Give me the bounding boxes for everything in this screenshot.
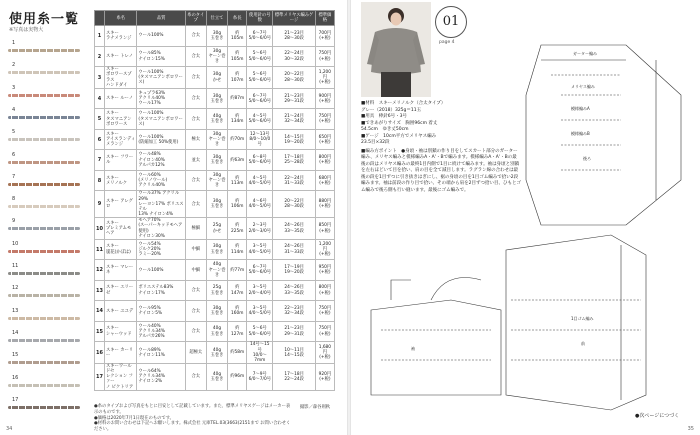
diagram-label-front: 前 bbox=[581, 341, 585, 346]
table-cell-quality: ウール95% ナイロン5% bbox=[137, 301, 186, 322]
pattern-number-badge: 01 bbox=[435, 6, 467, 38]
knitting-schematic bbox=[351, 0, 700, 435]
table-row bbox=[95, 301, 335, 322]
yarn-swatch-number: 3 bbox=[12, 84, 16, 91]
yarn-swatch bbox=[4, 129, 80, 147]
table-cell-name: スキー トレノ bbox=[104, 46, 136, 67]
table-cell-gauge: 17〜19目 19〜20段 bbox=[273, 260, 315, 281]
table-cell-name: スキー ルーノ bbox=[104, 88, 136, 109]
table-cell-no: 13 bbox=[95, 280, 105, 301]
table-cell-type: 極細 bbox=[185, 218, 206, 240]
yarn-swatch-number: 1 bbox=[12, 40, 16, 46]
yarn-swatch bbox=[4, 107, 80, 125]
yarn-swatch-number: 5 bbox=[12, 129, 16, 136]
table-row bbox=[95, 191, 335, 218]
table-cell-needle: 5〜6号 5/0〜6/0号 bbox=[247, 67, 273, 89]
yarn-table bbox=[94, 10, 335, 391]
table-row bbox=[95, 363, 335, 390]
table-cell-needle: 4〜6号 4/0〜5/0号 bbox=[247, 191, 273, 218]
yarn-strand bbox=[8, 250, 80, 253]
table-cell-type: 合太 bbox=[185, 301, 206, 322]
table-row bbox=[95, 170, 335, 191]
table-cell-no: 4 bbox=[95, 88, 105, 109]
yarn-strand bbox=[8, 227, 80, 230]
table-cell-needle: 7〜9号 6/0〜7/0号 bbox=[247, 363, 273, 390]
table-cell-length: 約114m bbox=[228, 239, 247, 260]
table-cell-gauge: 10〜11目 14〜15段 bbox=[273, 342, 315, 364]
table-cell-name: スキー ユユデ bbox=[104, 301, 136, 322]
yarn-list-title: 使用糸一覧 bbox=[9, 12, 80, 27]
table-cell-unit: 25g かせ bbox=[206, 218, 228, 240]
table-cell-length: 約134m bbox=[228, 109, 247, 130]
table-header-cell: 糸名 bbox=[104, 11, 136, 26]
table-cell-no: 14 bbox=[95, 301, 105, 322]
table-cell-name: スキー カーリー bbox=[104, 342, 136, 364]
yarn-swatch bbox=[4, 285, 80, 303]
table-cell-needle: 6〜7号 5/0〜6/0号 bbox=[247, 88, 273, 109]
table-cell-length: 約160m bbox=[228, 301, 247, 322]
table-cell-gauge: 22〜24目 31〜33段 bbox=[273, 170, 315, 191]
table-cell-type: 合太 bbox=[185, 26, 206, 47]
yarn-swatch bbox=[4, 40, 80, 58]
table-cell-length: 約63m bbox=[228, 150, 247, 171]
yarn-swatch-number: 7 bbox=[12, 173, 16, 180]
table-cell-quality: ウール89% ナイロン11% bbox=[137, 342, 186, 364]
page-reference: page 4 bbox=[439, 40, 455, 45]
table-cell-price: 800円 (+税) bbox=[315, 280, 334, 301]
table-cell-unit: 30g ヤーン巻き bbox=[206, 46, 228, 67]
table-cell-type: 中細 bbox=[185, 239, 206, 260]
table-cell-unit: 30g 玉巻き bbox=[206, 191, 228, 218]
footnote: ●価格は2020年7月1日現在のものです。 bbox=[94, 415, 174, 421]
table-cell-gauge: 20〜22目 28〜30段 bbox=[273, 191, 315, 218]
table-cell-no: 7 bbox=[95, 150, 105, 171]
table-cell-type: 合太 bbox=[185, 170, 206, 191]
table-cell-quality: ウール64% アクリル34% ナイロン2% bbox=[137, 363, 186, 390]
table-cell-price: 920円 (+税) bbox=[315, 363, 334, 390]
table-row bbox=[95, 321, 335, 342]
table-cell-quality: ウール54% ジルク20% ラミー20% bbox=[137, 239, 186, 260]
table-row bbox=[95, 218, 335, 240]
table-cell-price: 1,200円 (+税) bbox=[315, 67, 334, 89]
table-cell-price: 750円 (+税) bbox=[315, 301, 334, 322]
table-cell-name: スキー エリーゼ bbox=[104, 280, 136, 301]
table-cell-gauge: 17〜18目 22〜24段 bbox=[273, 363, 315, 390]
table-cell-length: 約106m bbox=[228, 191, 247, 218]
table-row bbox=[95, 260, 335, 281]
table-cell-unit: 40g 玉巻き bbox=[206, 109, 228, 130]
table-cell-type: 並太 bbox=[185, 150, 206, 171]
table-cell-price: 950円 (+税) bbox=[315, 260, 334, 281]
yarn-swatch-number: 16 bbox=[12, 374, 19, 381]
table-cell-name: スキーワールドセ レクション ファー ノ ピクトリア bbox=[104, 363, 136, 390]
table-cell-type: 合太 bbox=[185, 109, 206, 130]
yarn-swatch-number: 8 bbox=[12, 196, 16, 203]
table-cell-name: スキー 嵐花(かぼは) bbox=[104, 239, 136, 260]
yarn-swatch bbox=[4, 196, 80, 214]
diagram-label-garter: ガーター編み bbox=[573, 51, 597, 56]
table-row bbox=[95, 46, 335, 67]
table-cell-no: 15 bbox=[95, 321, 105, 342]
yarn-strand bbox=[8, 272, 80, 275]
table-cell-unit: 25g 玉巻き bbox=[206, 280, 228, 301]
table-cell-gauge: 24〜26目 31〜33段 bbox=[273, 239, 315, 260]
yarn-swatch-number: 11 bbox=[12, 263, 19, 269]
yarn-swatch bbox=[4, 85, 80, 103]
table-cell-no: 5 bbox=[95, 109, 105, 130]
table-cell-gauge: 17〜18目 25〜28段 bbox=[273, 150, 315, 171]
table-cell-type: 合太 bbox=[185, 67, 206, 89]
yarn-strand bbox=[8, 161, 80, 164]
yarn-strand bbox=[8, 94, 80, 97]
yarn-swatch bbox=[4, 397, 80, 415]
table-row bbox=[95, 150, 335, 171]
yarn-swatch bbox=[4, 218, 80, 236]
page-number-left: 34 bbox=[6, 426, 13, 432]
yarn-footnotes bbox=[94, 404, 294, 433]
table-header-cell: 糸のタイプ bbox=[185, 11, 206, 26]
yarn-strand bbox=[8, 183, 80, 186]
diagram-label-rib: 1目ゴム編み bbox=[571, 316, 594, 321]
yarn-swatch-number: 2 bbox=[12, 62, 16, 69]
yarn-swatch-number: 12 bbox=[12, 285, 19, 292]
table-cell-gauge: 14〜15目 19〜20段 bbox=[273, 129, 315, 150]
table-cell-needle: 3〜5号 4/0〜5/0号 bbox=[247, 301, 273, 322]
table-cell-gauge: 21〜23目 29〜31段 bbox=[273, 88, 315, 109]
table-cell-type: 合太 bbox=[185, 321, 206, 342]
table-cell-name: スキー フワール bbox=[104, 150, 136, 171]
yarn-swatch-number: 9 bbox=[12, 218, 16, 225]
table-cell-no: 9 bbox=[95, 191, 105, 218]
table-cell-gauge: 24〜26目 33〜35段 bbox=[273, 280, 315, 301]
table-header-cell: 使用針の号数 bbox=[247, 11, 273, 26]
diagram-label-back: 後ろ bbox=[583, 156, 591, 161]
yarn-swatch-number: 14 bbox=[12, 329, 19, 336]
diagram-label-sleeve: 袖 bbox=[411, 346, 415, 351]
yarn-strand bbox=[8, 384, 80, 387]
yarn-strand bbox=[8, 294, 80, 297]
yarn-strand bbox=[8, 339, 80, 342]
table-cell-price: 680円 (+税) bbox=[315, 170, 334, 191]
spec-line: ■ゲージ 10cm平方でメリヤス編み bbox=[361, 133, 437, 139]
table-cell-length: 約113m bbox=[228, 170, 247, 191]
footnote: ●糸のタイプおよび写真をもとに目安として記載しています。また、標準メリヤスゲージはメーカー表示のものです。 bbox=[94, 404, 291, 415]
table-cell-no: 12 bbox=[95, 260, 105, 281]
table-cell-needle: 3〜5号 2/0〜4/0号 bbox=[247, 280, 273, 301]
table-cell-quality: ウール48% ナイロン40% アルパカ12% bbox=[137, 150, 186, 171]
table-cell-unit: 40g ヤーン巻き bbox=[206, 260, 228, 281]
table-header-cell: 標準価格 bbox=[315, 11, 334, 26]
table-cell-unit: 40g 玉巻き bbox=[206, 321, 228, 342]
table-cell-price: 880円 (+税) bbox=[315, 191, 334, 218]
table-cell-price: 900円 (+税) bbox=[315, 88, 334, 109]
table-cell-name: スキー プレミアムモヘア bbox=[104, 218, 136, 240]
table-cell-quality: モヘア70% (スーパーキッドモヘア使用) ナイロン30% bbox=[137, 218, 186, 240]
yarn-strand bbox=[8, 49, 80, 52]
table-cell-quality: ウール100% bbox=[137, 260, 186, 281]
table-cell-quality: ウール100% (タスマニアンポロワース) bbox=[137, 109, 186, 130]
table-cell-needle: 6〜8号 5/0〜6/0号 bbox=[247, 150, 273, 171]
table-cell-quality: ウール85% ナイロン15% bbox=[137, 46, 186, 67]
yarn-table-header-row bbox=[95, 11, 335, 26]
yarn-swatch-number: 4 bbox=[12, 106, 16, 113]
continued-note: ●次ページにつづく bbox=[635, 413, 680, 419]
table-cell-name: スキー メリノルク bbox=[104, 170, 136, 191]
yarn-strand bbox=[8, 406, 80, 409]
table-cell-price: 650円 (+税) bbox=[315, 129, 334, 150]
table-cell-name: スキー マレーネ bbox=[104, 260, 136, 281]
table-cell-type: 合太 bbox=[185, 88, 206, 109]
spec-line: グレー（2018）325g＝11玉 bbox=[361, 107, 422, 113]
spec-line: ■材料 スキーメリノルク（合太タイプ） bbox=[361, 101, 446, 106]
table-cell-needle: 14号〜15号 10/0〜7mm bbox=[247, 342, 273, 364]
table-cell-unit: 40g 玉巻き bbox=[206, 342, 228, 364]
table-row bbox=[95, 239, 335, 260]
table-cell-price: 750円 (+税) bbox=[315, 46, 334, 67]
table-cell-gauge: 20〜22目 28〜30段 bbox=[273, 67, 315, 89]
table-cell-name: スキー ラナメランジ bbox=[104, 26, 136, 47]
table-row bbox=[95, 26, 335, 47]
table-cell-no: 16 bbox=[95, 342, 105, 364]
yarn-swatch bbox=[4, 352, 80, 370]
table-cell-type: 極太 bbox=[185, 129, 206, 150]
table-row bbox=[95, 67, 335, 89]
spec-line: 23.5目×32段 bbox=[361, 140, 390, 146]
table-cell-unit: 30g 玉巻き bbox=[206, 301, 228, 322]
table-cell-quality: ウール100% bbox=[137, 26, 186, 47]
yarn-list-subtitle: ※写真は実物大 bbox=[9, 27, 44, 33]
yarn-swatch bbox=[4, 62, 80, 80]
table-header-cell: 糸長 bbox=[228, 11, 247, 26]
table-cell-gauge: 22〜24目 30〜32段 bbox=[273, 46, 315, 67]
table-cell-quality: ウール40% アクリル34% アルパカ26% bbox=[137, 321, 186, 342]
yarn-swatch-number: 15 bbox=[12, 352, 19, 359]
table-cell-needle: 4〜5号 5/0〜6/0号 bbox=[247, 109, 273, 130]
table-cell-unit: 30g ヤーン巻き bbox=[206, 129, 228, 150]
table-row bbox=[95, 129, 335, 150]
spec-line: ■用具 棒針6号・3号 bbox=[361, 114, 407, 120]
table-cell-length: 約225m bbox=[228, 218, 247, 240]
table-cell-needle: 5〜6号 5/0〜6/0号 bbox=[247, 46, 273, 67]
table-cell-name: スキー アレグロ bbox=[104, 191, 136, 218]
table-cell-no: 10 bbox=[95, 218, 105, 240]
yarn-swatch bbox=[4, 375, 80, 393]
yarn-swatch-number: 13 bbox=[12, 307, 19, 314]
table-header-cell: 標準メリヤス編みゲージ bbox=[273, 11, 315, 26]
table-cell-gauge: 21〜24目 32〜34段 bbox=[273, 109, 315, 130]
table-cell-unit: 30g 玉巻き bbox=[206, 150, 228, 171]
table-cell-unit: 30g かせ bbox=[206, 67, 228, 89]
table-cell-length: 約77m bbox=[228, 260, 247, 281]
yarn-swatch-number: 17 bbox=[12, 396, 19, 403]
yarn-strand bbox=[8, 205, 80, 208]
spec-line: ■できあがりサイズ 胸囲96cm 着丈 bbox=[361, 120, 438, 126]
photo-credit: 撮影／森谷則秋 bbox=[300, 405, 331, 410]
table-cell-no: 1 bbox=[95, 26, 105, 47]
table-cell-length: 約147m bbox=[228, 280, 247, 301]
table-cell-name: スキー アイスランディ メランジ bbox=[104, 129, 136, 150]
page-number-right: 35 bbox=[687, 426, 694, 432]
table-cell-type: 合太 bbox=[185, 191, 206, 218]
footnote: ●材料のお問い合わせは下記へお願いします。株式会社 元庫TEL.03(3663)2151まで お問い合わせください。 bbox=[94, 421, 291, 433]
diagram-label-stockinette: メリヤス編み bbox=[571, 84, 595, 89]
table-cell-name: スキー ボロワースプラス ハンドダイ bbox=[104, 67, 136, 89]
diagram-label-pattern-a: 模様編みA bbox=[571, 106, 590, 111]
table-cell-type: 超極太 bbox=[185, 342, 206, 364]
table-cell-needle: 3〜5号 4/0〜5/0号 bbox=[247, 239, 273, 260]
table-cell-needle: 6〜7号 5/0〜6/0号 bbox=[247, 26, 273, 47]
yarn-swatch bbox=[4, 241, 80, 259]
table-cell-quality: ポリエステル83% ナイロン17% bbox=[137, 280, 186, 301]
table-cell-length: 約70m bbox=[228, 129, 247, 150]
table-row bbox=[95, 342, 335, 364]
yarn-swatch-number: 10 bbox=[12, 240, 19, 247]
table-cell-price: 750円 (+税) bbox=[315, 109, 334, 130]
table-cell-gauge: 21〜23目 28〜30段 bbox=[273, 26, 315, 47]
table-cell-needle: 5〜6号 5/0〜6/0号 bbox=[247, 321, 273, 342]
table-cell-price: 1,680円 (+税) bbox=[315, 342, 334, 364]
table-cell-length: 約105m bbox=[228, 46, 247, 67]
table-cell-type: 中細 bbox=[185, 260, 206, 281]
yarn-strand bbox=[8, 116, 80, 119]
table-cell-gauge: 22〜23目 32〜34段 bbox=[273, 301, 315, 322]
table-cell-no: 3 bbox=[95, 67, 105, 89]
table-cell-quality: キュプラ63% アクリル40% ウール17% bbox=[137, 88, 186, 109]
left-page bbox=[0, 0, 347, 435]
yarn-swatch bbox=[4, 174, 80, 192]
yarn-swatch bbox=[4, 152, 80, 170]
table-cell-unit: 30g 玉巻き bbox=[206, 26, 228, 47]
table-cell-quality: ウール100% (防縮加工 50%使用) bbox=[137, 129, 186, 150]
table-cell-price: 850円 (+税) bbox=[315, 218, 334, 240]
table-cell-no: 11 bbox=[95, 239, 105, 260]
table-cell-length: 約127m bbox=[228, 321, 247, 342]
table-cell-quality: ウール60% (メリノウール) アクリル40% bbox=[137, 170, 186, 191]
table-cell-price: 750円 (+税) bbox=[315, 321, 334, 342]
table-cell-no: 8 bbox=[95, 170, 105, 191]
yarn-swatch bbox=[4, 308, 80, 326]
table-cell-unit: 30g ヤーン巻き bbox=[206, 170, 228, 191]
table-cell-gauge: 21〜23目 29〜31段 bbox=[273, 321, 315, 342]
table-cell-type: 合太 bbox=[185, 363, 206, 390]
table-cell-length: 約105m bbox=[228, 26, 247, 47]
table-header-cell: 仕立て bbox=[206, 11, 228, 26]
yarn-strand bbox=[8, 138, 80, 141]
table-cell-needle: 6〜7号 5/0〜6/0号 bbox=[247, 260, 273, 281]
table-cell-no: 6 bbox=[95, 129, 105, 150]
yarn-strand bbox=[8, 361, 80, 364]
table-cell-length: 約107m bbox=[228, 67, 247, 89]
table-cell-needle: 2〜3号 2/0〜3/0号 bbox=[247, 218, 273, 240]
spec-line: ■編み方ポイント ●身頃・袖は別鎖の作り目をしてスカート部分のガーター編み、メリヤス編みと模様編みA・A'・Bで編みます。模様編みA・A'・Bの最後の段はメリヤス編みの最終1目内側で1目に続けて編みます。袖は身頃と別鎖を左右ほどいて目を拾い、肩の目を全て減目します。ラグラン線の合わせは最後の段を1目ずつに引き抜きはぎにし、裾の身頃の目を1目ゴム編みで拾い2段編みます。袖は前段の作り目で拾い、その端から肩を2目ずつ拾い目、ひもとゴム編みで後ろ側も行い縫います。最後にゴム編みで。 bbox=[361, 148, 521, 193]
table-row bbox=[95, 280, 335, 301]
table-cell-unit: 30g 玉巻き bbox=[206, 88, 228, 109]
table-cell-no: 2 bbox=[95, 46, 105, 67]
table-header-cell: 品質 bbox=[137, 11, 186, 26]
table-cell-length: 約58m bbox=[228, 342, 247, 364]
yarn-strand bbox=[8, 317, 80, 320]
yarn-swatch bbox=[4, 263, 80, 281]
table-cell-needle: 12〜13号 8/0〜10/0号 bbox=[247, 129, 273, 150]
table-cell-unit: 40g 玉巻き bbox=[206, 363, 228, 390]
table-header-cell bbox=[95, 11, 105, 26]
table-row bbox=[95, 88, 335, 109]
right-page bbox=[351, 0, 700, 435]
table-cell-type: 合太 bbox=[185, 280, 206, 301]
table-cell-type: 合太 bbox=[185, 46, 206, 67]
table-cell-price: 1,200円 (+税) bbox=[315, 239, 334, 260]
table-cell-needle: 4〜5号 4/0〜5/0号 bbox=[247, 170, 273, 191]
table-cell-name: スキー シャーウッド bbox=[104, 321, 136, 342]
table-cell-length: 約87m bbox=[228, 88, 247, 109]
diagram-label-pattern-b: 模様編みB bbox=[571, 131, 590, 136]
table-row bbox=[95, 109, 335, 130]
table-cell-price: 700円 (+税) bbox=[315, 26, 334, 47]
spec-line: 54.5cm ゆき丈50cm bbox=[361, 127, 409, 133]
yarn-strand bbox=[8, 71, 80, 74]
table-cell-unit: 30g 玉巻き bbox=[206, 239, 228, 260]
table-cell-quality: ウール37% アクリル29% レーヨン17% ポリエステル 13% ナイロン4% bbox=[138, 191, 184, 218]
yarn-swatch bbox=[4, 330, 80, 348]
table-cell-gauge: 24〜26目 33〜35段 bbox=[273, 218, 315, 240]
yarn-swatch-number: 6 bbox=[12, 151, 16, 158]
table-cell-price: 800円 (+税) bbox=[315, 150, 334, 171]
table-cell-length: 約96m bbox=[228, 363, 247, 390]
table-cell-name: スキー タスマニアン ポロワース bbox=[104, 109, 136, 130]
table-cell-quality: ウール100% (タスマニアンポロワース) bbox=[137, 67, 186, 89]
table-cell-no: 17 bbox=[95, 363, 105, 390]
